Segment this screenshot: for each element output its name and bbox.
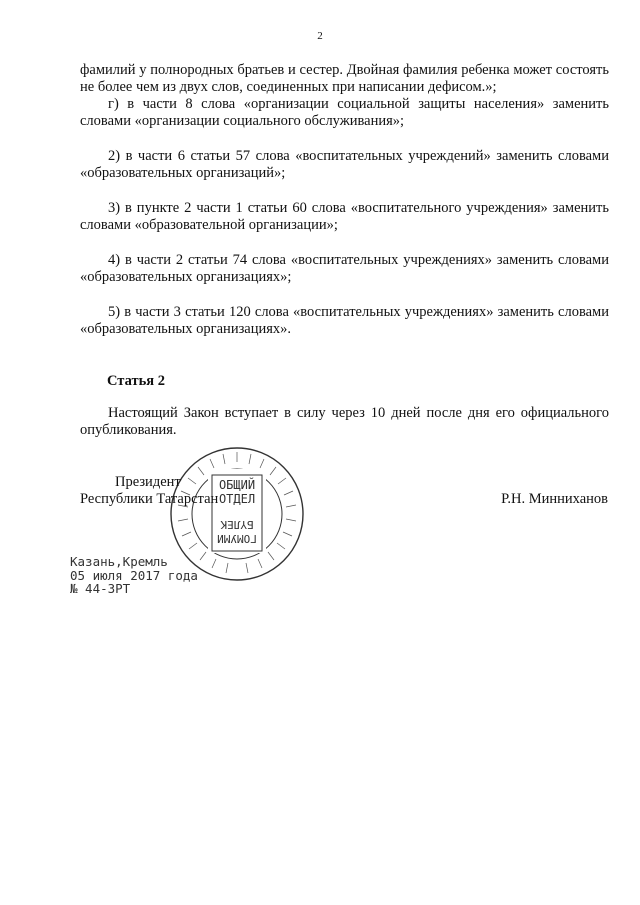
stamp-line-4: ГОМУМИ [217, 532, 257, 545]
law-number-line: № 44-ЗРТ [70, 581, 131, 596]
amendments-text [80, 62, 609, 338]
paragraph-item-g: г) в части 8 слова «организации социальной защиты населения» заменить словами «организации социального обслуживания»; [80, 96, 609, 129]
page-number: 2 [317, 30, 323, 42]
signatory-title-line-1: Президент [115, 474, 181, 490]
paragraph-item-4: 4) в части 2 статьи 74 слова «воспитательных учреждениях» заменить словами «образовательных организациях»; [80, 252, 609, 285]
article-heading: Статья 2 [107, 373, 165, 389]
stamp-line-1: ОБЩИЙ [218, 478, 256, 492]
stamp-line-2: ОТДЕЛ [218, 492, 256, 506]
signatory-name: Р.Н. Минниханов [501, 491, 608, 507]
paragraph-item-5: 5) в части 3 статьи 120 слова «воспитательных учреждениях» заменить словами «образовательных организациях». [80, 304, 609, 337]
place-line: Казань,Кремль [70, 554, 168, 569]
paragraph-continuation: фамилий у полнородных братьев и сестер. Двойная фамилия ребенка может состоять не более чем из двух слов, соединенных при написании дефисом.»; [80, 62, 609, 95]
stamp-line-3: БҮЛЕК [220, 518, 254, 531]
place-date-block [70, 555, 198, 596]
article-text: Настоящий Закон вступает в силу через 10 дней после дня его официального опубликования. [80, 405, 609, 438]
signatory-title-line-2: Республики Татарстан [80, 491, 219, 507]
paragraph-item-3: 3) в пункте 2 части 1 статьи 60 слова «воспитательного учреждения» заменить словами «образовательной организации»; [80, 200, 609, 233]
date-line: 05 июля 2017 года [70, 567, 198, 583]
paragraph-item-2: 2) в части 6 статьи 57 слова «воспитательных учреждений» заменить словами «образовательных организаций»; [80, 148, 609, 181]
